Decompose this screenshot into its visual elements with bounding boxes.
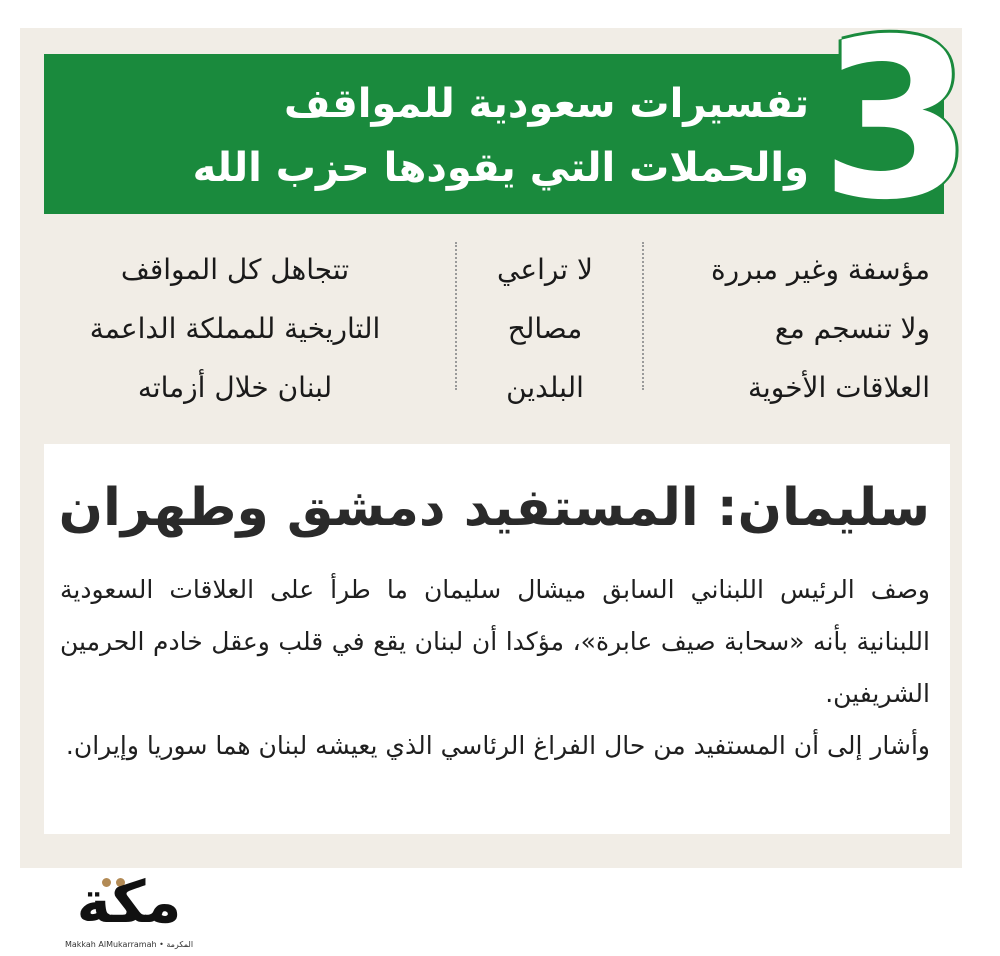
point-2-line-3: البلدين bbox=[506, 371, 584, 404]
point-1-line-3: العلاقات الأخوية bbox=[747, 371, 930, 404]
makkah-logo bbox=[44, 868, 214, 956]
point-2-line-2: مصالح bbox=[507, 312, 583, 345]
column-divider bbox=[455, 242, 457, 390]
point-1-line-1: مؤسفة وغير مبررة bbox=[710, 253, 930, 286]
banner-title-line-1: تفسيرات سعودية للمواقف bbox=[283, 81, 809, 127]
point-3-line-1: تتجاهل كل المواقف bbox=[120, 253, 350, 286]
banner-number: 3 bbox=[820, 0, 974, 248]
point-1-line-2: ولا تنسجم مع bbox=[774, 312, 930, 345]
headline-banner bbox=[44, 54, 944, 214]
logo-mark: مكة bbox=[76, 868, 182, 936]
article-headline: سليمان: المستفيد دمشق وطهران bbox=[58, 478, 930, 538]
point-3-line-3: لبنان خلال أزماته bbox=[137, 371, 333, 404]
article-body bbox=[60, 564, 930, 772]
article-panel bbox=[44, 444, 950, 834]
logo-subtitle: Makkah AlMukarramah • المكرمة bbox=[64, 940, 194, 949]
point-column-1 bbox=[660, 240, 930, 417]
point-2-line-1: لا تراعي bbox=[497, 253, 593, 286]
article-paragraph-2: وأشار إلى أن المستفيد من حال الفراغ الرئاسي الذي يعيشه لبنان هما سوريا وإيران. bbox=[65, 731, 930, 760]
point-3-line-2: التاريخية للمملكة الداعمة bbox=[89, 312, 381, 345]
banner-title bbox=[109, 72, 809, 200]
point-column-3 bbox=[40, 240, 430, 417]
banner-title-line-2: والحملات التي يقودها حزب الله bbox=[192, 145, 809, 191]
column-divider bbox=[642, 242, 644, 390]
point-column-2 bbox=[470, 240, 620, 417]
article-paragraph-1: وصف الرئيس اللبناني السابق ميشال سليمان ما طرأ على العلاقات السعودية اللبنانية بأنه «سحابة صيف عابرة»، مؤكدا أن لبنان يقع في قلب وعقل خادم الحرمين الشريفين. bbox=[60, 575, 930, 708]
